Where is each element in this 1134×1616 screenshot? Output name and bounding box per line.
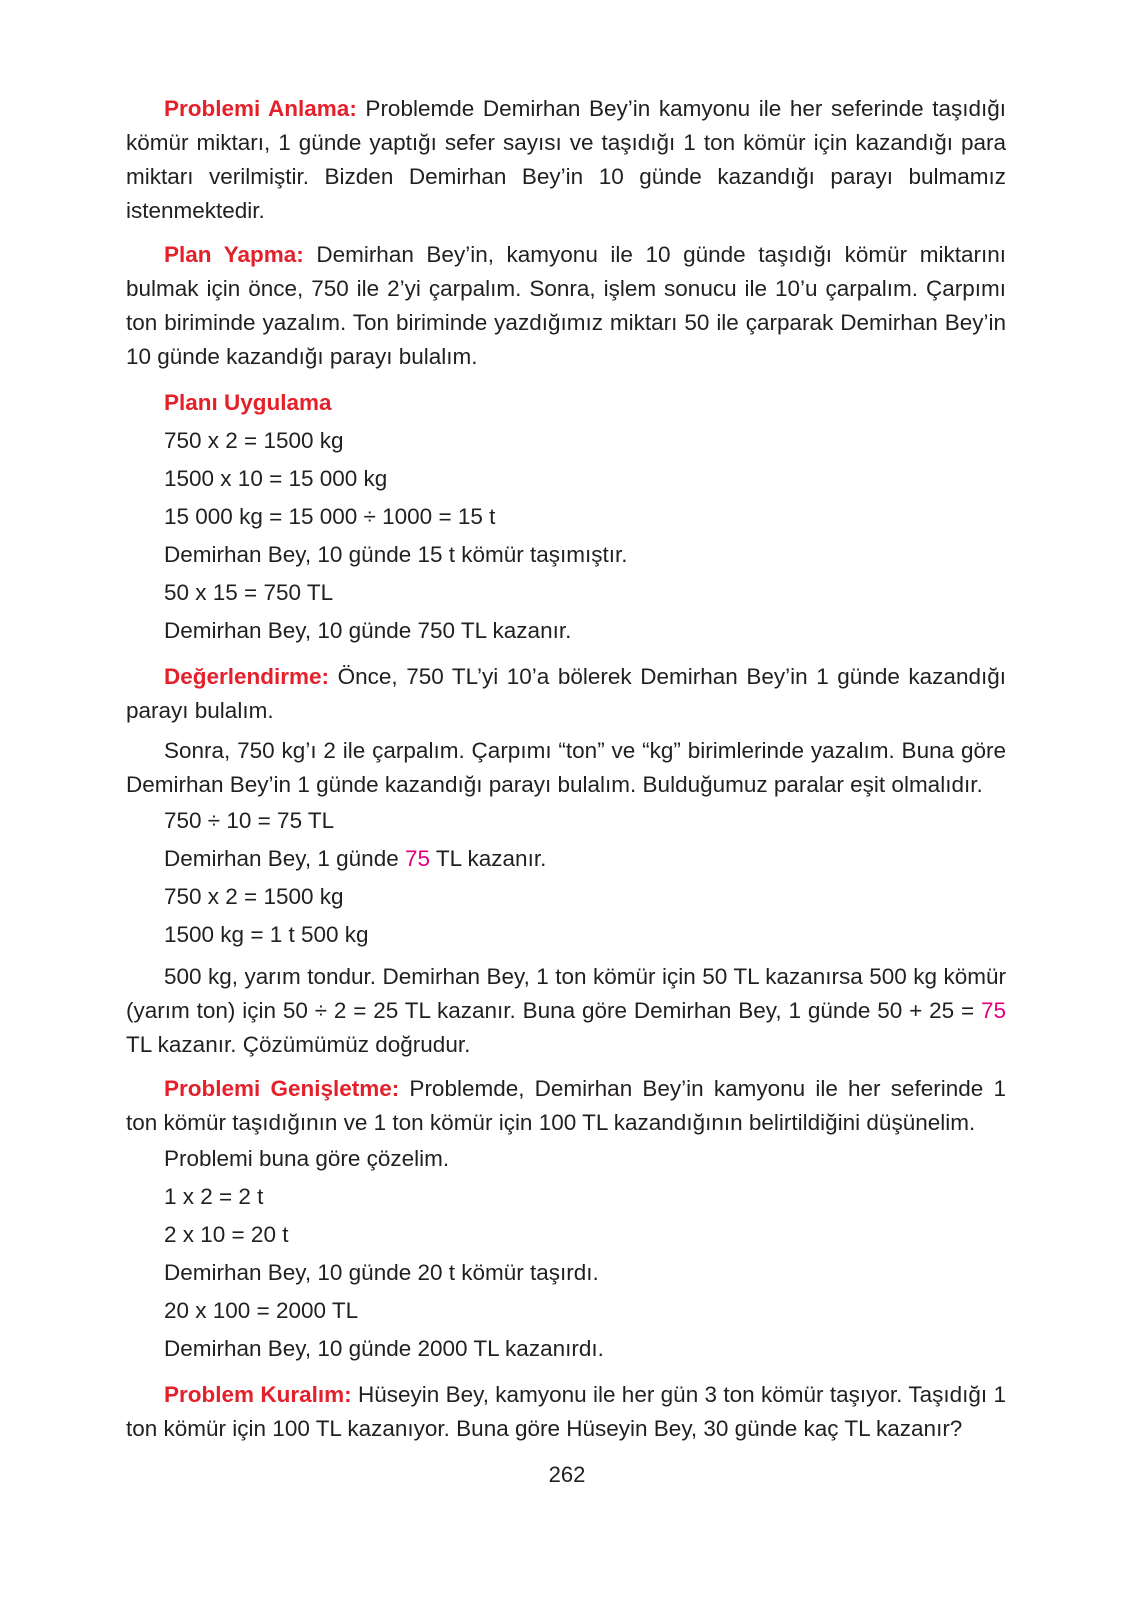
extension-line-2: 1 x 2 = 2 t: [164, 1184, 264, 1209]
extension-line-4: Demirhan Bey, 10 günde 20 t kömür taşırdı.: [164, 1260, 599, 1285]
evaluation-paragraph: [126, 660, 1006, 728]
plan-text: Demirhan Bey’in, kamyonu ile 10 günde taşıdığı kömür miktarını bulmak için önce, 750 ile 2’yi çarpalım. Sonra, işlem sonucu ile 10’u çarpalım. Çarpımı ton biriminde yazalım. Ton biriminde yazdığımız miktarı 50 ile çarparak Demirhan Bey’in 10 günde kazandığı parayı bulalım.: [126, 242, 1006, 369]
extension-paragraph: [126, 1072, 1006, 1140]
evaluation-line-2: [126, 840, 1006, 878]
evaluation-paragraph-3-pre: 500 kg, yarım tondur. Demirhan Bey, 1 ton kömür için 50 TL kazanırsa 500 kg kömür (yarım ton) için 50 ÷ 2 = 25 TL kazanır. Buna göre Demirhan Bey, 1 günde 50 + 25 =: [126, 964, 1006, 1023]
evaluation-paragraph-3-post: TL kazanır. Çözümümüz doğrudur.: [126, 1032, 471, 1057]
apply-line-1: 750 x 2 = 1500 kg: [164, 428, 344, 453]
page-content: [126, 92, 1006, 1446]
evaluation-paragraph-2: Sonra, 750 kg’ı 2 ile çarpalım. Çarpımı “ton” ve “kg” birimlerinde yazalım. Buna göre Demirhan Bey’in 1 günde kazandığı parayı bulalım. Bulduğumuz paralar eşit olmalıdır.: [126, 738, 1006, 797]
apply-line-3: 15 000 kg = 15 000 ÷ 1000 = 15 t: [164, 504, 496, 529]
extension-line-1: Problemi buna göre çözelim.: [164, 1146, 450, 1171]
plan-heading: Plan Yapma:: [164, 242, 304, 267]
evaluation-heading: Değerlendirme:: [164, 664, 330, 689]
evaluation-line-2-pre: Demirhan Bey, 1 günde: [164, 846, 405, 871]
compose-problem-heading: Problem Kuralım:: [164, 1382, 352, 1407]
evaluation-line-2-post: TL kazanır.: [430, 846, 547, 871]
extension-text: Problemde, Demirhan Bey’in kamyonu ile her seferinde 1 ton kömür taşıdığının ve 1 ton kömür için 100 TL kazandığının belirtildiğini düşünelim.: [126, 1076, 1006, 1135]
apply-line-5: 50 x 15 = 750 TL: [164, 580, 334, 605]
evaluation-line-1: 750 ÷ 10 = 75 TL: [164, 808, 335, 833]
highlight-value: 75: [404, 846, 431, 871]
extension-heading: Problemi Genişletme:: [164, 1076, 400, 1101]
evaluation-line-4: 1500 kg = 1 t 500 kg: [164, 922, 369, 947]
extension-line-6: Demirhan Bey, 10 günde 2000 TL kazanırdı.: [164, 1336, 604, 1361]
problem-understanding-text: Problemde Demirhan Bey’in kamyonu ile her seferinde taşıdığı kömür miktarı, 1 günde yaptığı sefer sayısı ve taşıdığı 1 ton kömür için kazandığı para miktarı verilmiştir. Bizden Demirhan Bey’in 10 günde kazandığı parayı bulmamız istenmektedir.: [126, 96, 1006, 223]
plan-paragraph: [126, 238, 1006, 374]
evaluation-line-3: 750 x 2 = 1500 kg: [164, 884, 344, 909]
problem-understanding-heading: Problemi Anlama:: [164, 96, 357, 121]
compose-problem-paragraph: [126, 1378, 1006, 1446]
compose-problem-text: Hüseyin Bey, kamyonu ile her gün 3 ton kömür taşıyor. Taşıdığı 1 ton kömür için 100 TL kazanıyor. Buna göre Hüseyin Bey, 30 günde kaç TL kazanır?: [126, 1382, 1006, 1441]
evaluation-paragraph-3: [126, 960, 1006, 1062]
extension-line-3: 2 x 10 = 20 t: [164, 1222, 289, 1247]
page-number: 262: [548, 1462, 586, 1487]
apply-line-4: Demirhan Bey, 10 günde 15 t kömür taşımıştır.: [164, 542, 628, 567]
apply-line-2: 1500 x 10 = 15 000 kg: [164, 466, 388, 491]
evaluation-text: Önce, 750 TL’yi 10’a bölerek Demirhan Bey’in 1 günde kazandığı parayı bulalım.: [126, 664, 1006, 723]
apply-plan-heading: Planı Uygulama: [164, 390, 332, 415]
extension-line-5: 20 x 100 = 2000 TL: [164, 1298, 359, 1323]
highlight-value: 75: [980, 998, 1006, 1023]
problem-understanding-paragraph: [126, 92, 1006, 228]
apply-line-6: Demirhan Bey, 10 günde 750 TL kazanır.: [164, 618, 572, 643]
